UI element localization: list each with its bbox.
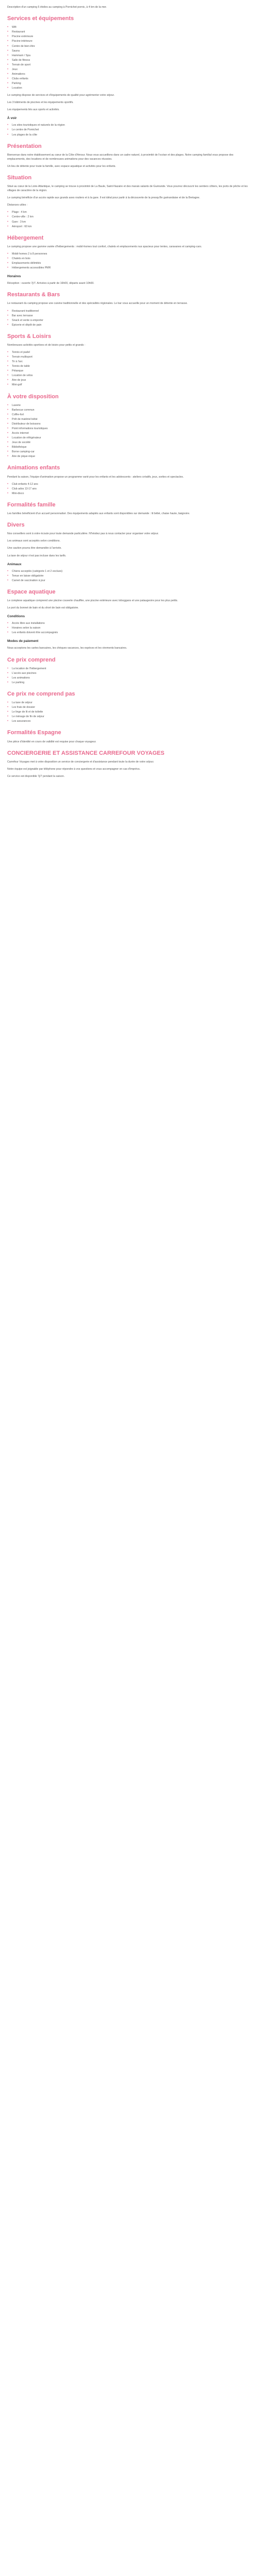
list-item-label: La taxe de séjour <box>12 701 33 705</box>
list-item-label: Sauna <box>12 49 20 53</box>
list-item <box>7 30 251 34</box>
divers-p2: Les animaux sont acceptés selon conditions. <box>7 539 60 543</box>
bullet-icon: • <box>7 72 9 76</box>
bullet-icon: • <box>7 622 9 625</box>
presentation-p2: Un lieu de détente pour toute la famille, avec espace aquatique et activités pour les enfants. <box>7 164 116 168</box>
section-title-horaires: Horaires <box>7 275 21 279</box>
list-item-label: Les assurances <box>12 720 31 723</box>
list-item-label: Bar avec terrasse <box>12 314 33 317</box>
list-item-label: Emplacements délimités <box>12 262 41 265</box>
list-item-label: Centre de bien-être <box>12 44 35 48</box>
piscine-p1: Le complexe aquatique comprend une piscine couverte chauffée, une piscine extérieure avec toboggans et une pataugeoire pour les plus petits. <box>7 599 178 602</box>
bullet-icon: • <box>7 492 9 495</box>
bullet-icon: • <box>7 720 9 723</box>
bullet-icon: • <box>7 681 9 684</box>
divers-p1: Nos conseillers sont à votre écoute pour toute demande particulière. N'hésitez pas à nous contacter pour organiser votre séjour. <box>7 532 159 536</box>
list-item <box>7 681 251 685</box>
bullet-icon: • <box>7 54 9 57</box>
bullet-icon: • <box>7 676 9 680</box>
bullet-icon: • <box>7 211 9 214</box>
section-title-conciergerie: CONCIERGERIE ET ASSISTANCE CARREFOUR VOYAGES <box>7 750 165 756</box>
list-item-label: Mobil-homes 2 à 8 personnes <box>12 252 47 256</box>
list-item-label: Coffre-fort <box>12 413 24 416</box>
list-item-label: Gare : 3 km <box>12 220 26 224</box>
list-item <box>7 403 251 408</box>
list-item <box>7 667 251 671</box>
list-item-label: Accès internet <box>12 432 29 435</box>
conciergerie-p1: Carrefour Voyages met à votre disposition un service de conciergerie et d'assistance pendant toute la durée de votre séjour. <box>7 760 154 764</box>
bullet-icon: • <box>7 455 9 459</box>
list-item <box>7 454 251 459</box>
list-item-label: Point informations touristiques <box>12 427 48 430</box>
situation-p2: Le camping bénéficie d'un accès rapide aux grands axes routiers et à la gare. Il est idéal pour partir à la découverte de la presqu'île guérandaise et de la Bretagne. <box>7 196 200 200</box>
list-item-label: L'accès aux piscines <box>12 671 37 675</box>
services-list <box>7 25 251 90</box>
list-item-label: Hébergements accessibles PMR <box>12 266 51 270</box>
bullet-icon: • <box>7 323 9 327</box>
sports-list <box>7 350 251 387</box>
list-item <box>7 35 251 39</box>
page <box>7 0 251 792</box>
divers-p3: Une caution pourra être demandée à l'arrivée. <box>7 547 62 550</box>
section-title-prix: Ce prix comprend <box>7 656 56 663</box>
list-item-label: Club enfants 4-12 ans <box>12 482 38 486</box>
list-item-label: Tennis de table <box>12 365 30 368</box>
bullet-icon: • <box>7 574 9 578</box>
formalites-p1: Une pièce d'identité en cours de validité est requise pour chaque voyageur. <box>7 740 96 743</box>
list-item <box>7 378 251 382</box>
a-voir-list <box>7 123 251 137</box>
bullet-icon: • <box>7 383 9 387</box>
list-item-label: Les frais de dossier <box>12 706 35 709</box>
list-item <box>7 676 251 680</box>
bullet-icon: • <box>7 671 9 675</box>
section-title-ne-comprend-pas: Ce prix ne comprend pas <box>7 690 75 697</box>
bullet-icon: • <box>7 252 9 256</box>
list-item-label: Tir à l'arc <box>12 360 23 364</box>
bullet-icon: • <box>7 133 9 137</box>
bullet-icon: • <box>7 355 9 359</box>
list-item <box>7 67 251 72</box>
list-item-label: Club ados 13-17 ans <box>12 487 37 490</box>
list-item <box>7 579 251 583</box>
list-item-label: Chalets en bois <box>12 257 30 260</box>
list-item-label: Wifi <box>12 26 17 29</box>
restaurants-list <box>7 309 251 327</box>
list-item <box>7 44 251 48</box>
paiement-p1: Nous acceptons les cartes bancaires, les chèques vacances, les espèces et les virements bancaires. <box>7 647 127 650</box>
conciergerie-p3: Ce service est disponible 7j/7 pendant la saison. <box>7 775 65 778</box>
bullet-icon: • <box>7 318 9 322</box>
list-item <box>7 86 251 90</box>
list-item <box>7 364 251 368</box>
list-item <box>7 631 251 635</box>
section-title-enfants: Animations enfants <box>7 465 60 471</box>
list-item <box>7 54 251 58</box>
list-item <box>7 445 251 449</box>
section-title-piscine: Espace aquatique <box>7 588 56 595</box>
bullet-icon: • <box>7 365 9 368</box>
famille-p1: Les familles bénéficient d'un accueil personnalisé. Des équipements adaptés aux enfants sont disponibles sur demande : lit bébé, chaise haute, baignoire. <box>7 512 190 516</box>
bullet-icon: • <box>7 446 9 449</box>
section-title-services: Services et équipements <box>7 15 74 22</box>
list-item <box>7 309 251 313</box>
list-item <box>7 133 251 137</box>
equipements-intro: Le camping dispose de services et d'équipements de qualité pour agrémenter votre séjour. <box>7 94 115 97</box>
bullet-icon: • <box>7 314 9 317</box>
list-item-label: Location <box>12 87 22 90</box>
list-item-label: Les animations <box>12 676 30 680</box>
list-item-label: Jeux <box>12 67 18 71</box>
list-item <box>7 77 251 81</box>
list-item <box>7 323 251 327</box>
list-item-label: Pétanque <box>12 369 24 373</box>
section-title-animaux: Animaux <box>7 562 22 566</box>
list-item-label: Plage : 4 km <box>12 211 27 214</box>
list-item-label: Tennis et padel <box>12 351 30 354</box>
list-item-label: Salle de fitness <box>12 58 30 62</box>
bullet-icon: • <box>7 710 9 714</box>
list-item <box>7 39 251 43</box>
bullet-icon: • <box>7 631 9 635</box>
list-item-label: Les plages de la côte <box>12 133 38 137</box>
list-item-label: Distributeur de boissons <box>12 422 41 426</box>
list-item <box>7 314 251 318</box>
bullet-icon: • <box>7 225 9 228</box>
intro-text: Description d'un camping 5 étoiles au camping à Pornichet pornic, à 4 km de la mer. <box>7 6 107 9</box>
bullet-icon: • <box>7 432 9 435</box>
list-item <box>7 413 251 417</box>
list-item <box>7 266 251 270</box>
list-item <box>7 360 251 364</box>
list-item-label: Aéroport : 60 km <box>12 225 32 228</box>
list-item <box>7 225 251 229</box>
bullet-icon: • <box>7 58 9 62</box>
equipements-p2: Les 3 bâtiments de piscines et les équipements sportifs. <box>7 101 74 105</box>
bullet-icon: • <box>7 35 9 39</box>
list-item <box>7 252 251 256</box>
list-item-label: Aire de pique-nique <box>12 455 35 459</box>
list-item <box>7 215 251 219</box>
list-item <box>7 701 251 705</box>
section-title-famille: Formalités famille <box>7 501 56 508</box>
bullet-icon: • <box>7 487 9 490</box>
list-item-label: Clubs enfants <box>12 77 28 80</box>
section-title-situation: Situation <box>7 174 32 181</box>
bullet-icon: • <box>7 266 9 270</box>
enfants-list <box>7 482 251 496</box>
ne-comprend-pas-list <box>7 701 251 723</box>
list-item <box>7 492 251 496</box>
list-item <box>7 450 251 454</box>
bullet-icon: • <box>7 408 9 412</box>
list-item-label: Borne camping-car <box>12 450 35 454</box>
list-item <box>7 318 251 323</box>
list-item-label: Parking <box>12 82 21 85</box>
bullet-icon: • <box>7 569 9 573</box>
list-item <box>7 49 251 53</box>
list-item-label: Barbecue commun <box>12 408 35 412</box>
bullet-icon: • <box>7 379 9 382</box>
section-title-a-voir: À voir <box>7 116 17 121</box>
list-item-label: Restaurant traditionnel <box>12 309 39 313</box>
bullet-icon: • <box>7 67 9 71</box>
bullet-icon: • <box>7 715 9 719</box>
bullet-icon: • <box>7 427 9 430</box>
list-item <box>7 383 251 387</box>
list-item <box>7 569 251 573</box>
list-item <box>7 25 251 29</box>
list-item-label: Piscine extérieure <box>12 35 34 39</box>
bullet-icon: • <box>7 706 9 709</box>
list-item <box>7 257 251 261</box>
section-title-autre: À votre disposition <box>7 393 59 400</box>
list-item <box>7 210 251 214</box>
list-item <box>7 128 251 132</box>
bullet-icon: • <box>7 82 9 85</box>
bullet-icon: • <box>7 436 9 440</box>
list-item <box>7 621 251 625</box>
list-item <box>7 63 251 67</box>
section-title-paiement: Modes de paiement <box>7 639 39 643</box>
animaux-list <box>7 569 251 583</box>
list-item-label: Le parking <box>12 681 25 684</box>
bullet-icon: • <box>7 49 9 53</box>
list-item-label: Jeux de société <box>12 441 31 445</box>
bullet-icon: • <box>7 369 9 373</box>
list-item <box>7 574 251 578</box>
list-item-label: Mini-golf <box>12 383 22 387</box>
section-title-divers: Divers <box>7 522 25 529</box>
list-item-label: Hammam / Spa <box>12 54 31 57</box>
list-item-label: Aire de jeux <box>12 379 26 382</box>
section-title-sports: Sports & Loisirs <box>7 333 51 340</box>
bullet-icon: • <box>7 701 9 705</box>
section-title-presentation: Présentation <box>7 143 42 149</box>
bullet-icon: • <box>7 413 9 416</box>
bullet-icon: • <box>7 441 9 445</box>
list-item-label: Carnet de vaccination à jour <box>12 579 45 582</box>
list-item <box>7 374 251 378</box>
presentation-p1: Bienvenue dans notre établissement au cœur de la Côte d'Amour. Nous vous accueillons dans un cadre naturel, à proximité de l'océan et des plages. Notre camping familial vous propose des emplacements, des locations et de nombreuses animations pour des vacances réussies. <box>7 153 234 161</box>
section-title-restaurants: Restaurants & Bars <box>7 292 60 298</box>
conditions-list <box>7 621 251 635</box>
list-item <box>7 369 251 373</box>
list-item <box>7 123 251 127</box>
autre-list <box>7 403 251 459</box>
sports-p1: Nombreuses activités sportives et de loisirs pour petits et grands : <box>7 343 86 347</box>
piscine-p2: Le port du bonnet de bain et du short de bain est obligatoire. <box>7 606 79 610</box>
bullet-icon: • <box>7 417 9 421</box>
list-item <box>7 715 251 719</box>
list-item-label: Prêt de matériel bébé <box>12 417 38 421</box>
list-item <box>7 440 251 445</box>
conciergerie-p2: Notre équipe est joignable par téléphone pour répondre à vos questions et vous accompagner en cas d'imprévu. <box>7 767 140 771</box>
horaires-text: Réception : ouverte 7j/7. Arrivées à partir de 16h00, départs avant 10h00. <box>7 282 94 285</box>
list-item-label: Bibliothèque <box>12 446 27 449</box>
list-item-label: Les sites touristiques et naturels de la région <box>12 124 65 127</box>
section-title-conditions: Conditions <box>7 615 25 619</box>
section-title-formalites: Formalités Espagne <box>7 730 61 736</box>
list-item-label: Location de réfrigérateur <box>12 436 41 440</box>
situation-p1: Situé au cœur de la Loire-Atlantique, le camping se trouve à proximité de La Baule, Saint-Nazaire et des marais salants de Guérande. Vous pourrez découvrir les sentiers côtiers, les ports de pêche et les villages de caractère de la région. <box>7 185 248 193</box>
bullet-icon: • <box>7 40 9 43</box>
list-item-label: Restaurant <box>12 30 25 34</box>
enfants-p1: Pendant la saison, l'équipe d'animation propose un programme varié pour les enfants et les adolescents : ateliers créatifs, jeux, sorties et spectacles. <box>7 475 184 479</box>
list-item-label: Snack et vente à emporter <box>12 318 43 322</box>
list-item-label: Mini-disco <box>12 492 24 495</box>
list-item <box>7 422 251 426</box>
bullet-icon: • <box>7 360 9 364</box>
list-item-label: Terrain multisport <box>12 355 33 359</box>
bullet-icon: • <box>7 77 9 80</box>
bullet-icon: • <box>7 30 9 34</box>
list-item <box>7 417 251 421</box>
list-item <box>7 487 251 491</box>
hebergement-list <box>7 252 251 270</box>
bullet-icon: • <box>7 63 9 66</box>
bullet-icon: • <box>7 450 9 454</box>
bullet-icon: • <box>7 351 9 354</box>
bullet-icon: • <box>7 44 9 48</box>
list-item-label: Épicerie et dépôt de pain <box>12 323 42 327</box>
list-item-label: Chiens acceptés (catégorie 1 et 2 exclues) <box>12 569 63 573</box>
list-item-label: Le linge de lit et de toilette <box>12 710 43 714</box>
bullet-icon: • <box>7 579 9 582</box>
equipements-p3: Les équipements liés aux sports et activités. <box>7 108 60 112</box>
list-item-label: La location de l'hébergement <box>12 667 46 670</box>
bullet-icon: • <box>7 215 9 219</box>
bullet-icon: • <box>7 482 9 486</box>
list-item-label: Accès libre aux installations <box>12 622 45 625</box>
list-item-label: Le centre de Pornichet <box>12 128 39 132</box>
list-item <box>7 355 251 359</box>
list-item <box>7 220 251 224</box>
list-item <box>7 719 251 723</box>
prix-list <box>7 667 251 685</box>
bullet-icon: • <box>7 422 9 426</box>
bullet-icon: • <box>7 626 9 630</box>
bullet-icon: • <box>7 262 9 265</box>
bullet-icon: • <box>7 257 9 260</box>
list-item-label: Animations <box>12 72 25 76</box>
list-item-label: Les enfants doivent être accompagnés <box>12 631 58 635</box>
bullet-icon: • <box>7 309 9 313</box>
list-item <box>7 58 251 62</box>
bullet-icon: • <box>7 87 9 90</box>
list-item-label: Horaires selon la saison <box>12 626 41 630</box>
restaurants-p1: Le restaurant du camping propose une cuisine traditionnelle et des spécialités régionales. Le bar vous accueille pour un moment de détente en terrasse. <box>7 302 188 306</box>
list-item <box>7 436 251 440</box>
list-item <box>7 710 251 714</box>
bullet-icon: • <box>7 26 9 29</box>
list-item <box>7 482 251 486</box>
list-item <box>7 705 251 709</box>
list-item <box>7 626 251 630</box>
list-item <box>7 427 251 431</box>
list-item <box>7 671 251 675</box>
list-item-label: Centre-ville : 2 km <box>12 215 34 219</box>
section-title-hebergement: Hébergement <box>7 234 44 241</box>
bullet-icon: • <box>7 667 9 670</box>
bullet-icon: • <box>7 220 9 224</box>
list-item-label: Le ménage de fin de séjour <box>12 715 44 719</box>
list-item-label: Piscine intérieure <box>12 40 33 43</box>
list-item <box>7 431 251 435</box>
list-item <box>7 350 251 354</box>
list-item-label: Terrain de sport <box>12 63 31 66</box>
list-item <box>7 72 251 76</box>
hebergement-p1: Le camping propose une gamme variée d'hébergements : mobil-homes tout confort, chalets et emplacements nus spacieux pour tentes, caravanes et camping-cars. <box>7 245 202 248</box>
bullet-icon: • <box>7 128 9 132</box>
list-item-label: Laverie <box>12 403 21 407</box>
list-item-label: Location de vélos <box>12 374 33 378</box>
situation-p3: Distances utiles : <box>7 204 28 207</box>
list-item <box>7 408 251 412</box>
list-item-label: Tenue en laisse obligatoire <box>12 574 44 578</box>
bullet-icon: • <box>7 124 9 127</box>
situation-list <box>7 210 251 228</box>
divers-p4: La taxe de séjour n'est pas incluse dans les tarifs. <box>7 554 67 557</box>
bullet-icon: • <box>7 403 9 407</box>
bullet-icon: • <box>7 374 9 378</box>
list-item <box>7 261 251 265</box>
list-item <box>7 81 251 86</box>
